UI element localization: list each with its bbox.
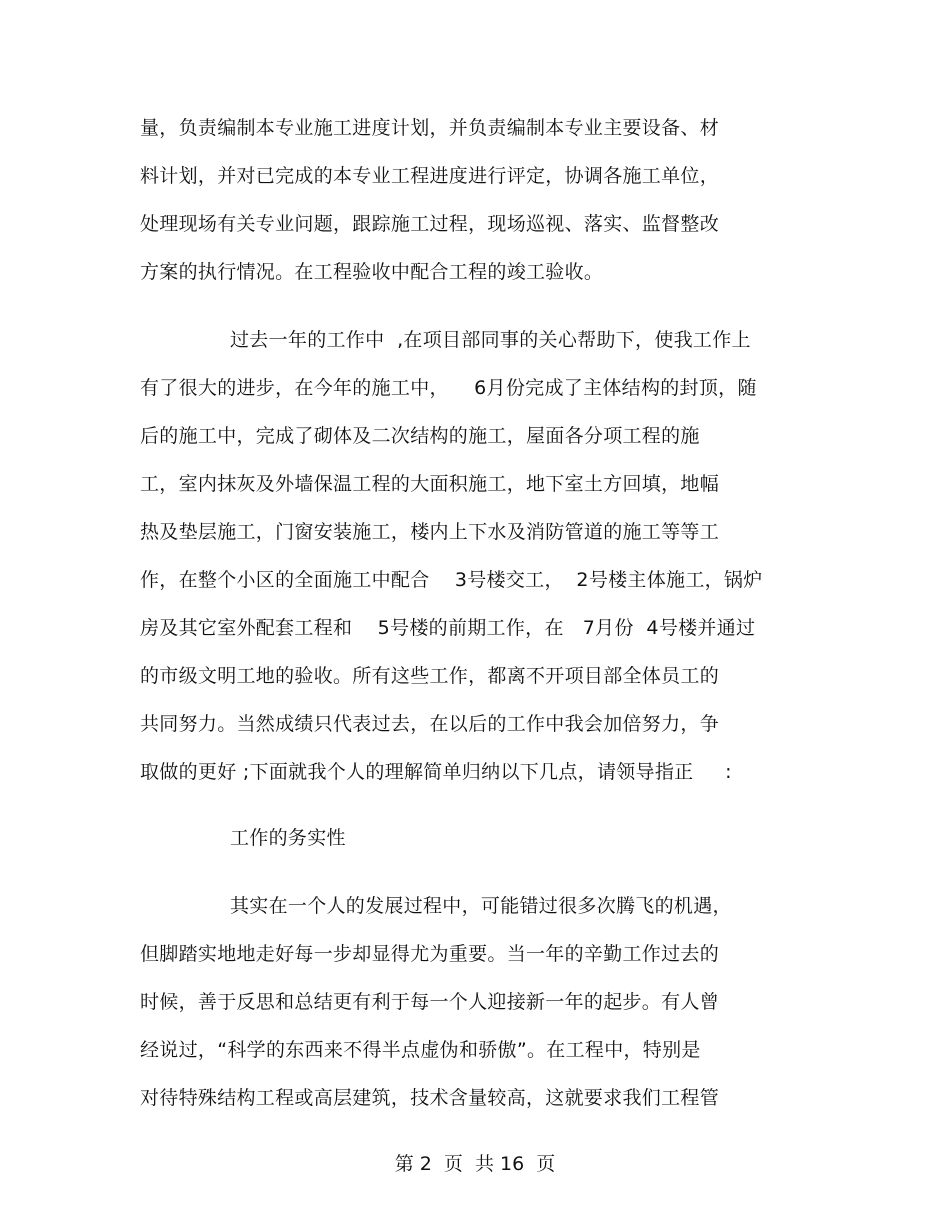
text-line: 有了很大的进步，在今年的施工中， 6月份完成了主体结构的封顶，随 bbox=[140, 377, 757, 399]
text-line: 取做的更好 ;下面就我个人的理解简单归纳以下几点，请领导指正 : bbox=[140, 761, 732, 783]
text-line: 的市级文明工地的验收。所有这些工作，都离不开项目部全体员工的 bbox=[140, 665, 720, 687]
section-heading: 工作的务实性 bbox=[230, 827, 346, 849]
text-line: 对待特殊结构工程或高层建筑，技术含量较高，这就要求我们工程管 bbox=[140, 1087, 720, 1109]
text-line: 量，负责编制本专业施工进度计划，并负责编制本专业主要设备、材 bbox=[140, 117, 720, 139]
text-line: 料计划，并对已完成的本专业工程进度进行评定，协调各施工单位， bbox=[140, 165, 720, 187]
text-line: 方案的执行情况。在工程验收中配合工程的竣工验收。 bbox=[140, 261, 604, 283]
text-line: 处理现场有关专业问题，跟踪施工过程，现场巡视、落实、监督整改 bbox=[140, 213, 720, 235]
page-number-footer: 第 2 页 共 16 页 bbox=[394, 1153, 556, 1175]
text-line: 其实在一个人的发展过程中，可能错过很多次腾飞的机遇， bbox=[230, 895, 732, 917]
text-line: 经说过，“科学的东西来不得半点虚伪和骄傲”。在工程中，特别是 bbox=[140, 1039, 701, 1061]
text-line: 房及其它室外配套工程和 5号楼的前期工作，在 7月份 4号楼并通过 bbox=[140, 617, 756, 639]
text-line: 热及垫层施工，门窗安装施工，楼内上下水及消防管道的施工等等工 bbox=[140, 521, 720, 543]
text-line: 时候，善于反思和总结更有利于每一个人迎接新一年的起步。有人曾 bbox=[140, 991, 720, 1013]
text-line: 共同努力。当然成绩只代表过去，在以后的工作中我会加倍努力，争 bbox=[140, 713, 720, 735]
text-line: 但脚踏实地地走好每一步却显得尤为重要。当一年的辛勤工作过去的 bbox=[140, 943, 720, 965]
text-line: 工，室内抹灰及外墙保温工程的大面积施工，地下室土方回填，地幅 bbox=[140, 473, 720, 495]
text-line: 作，在整个小区的全面施工中配合 3号楼交工， 2号楼主体施工，锅炉 bbox=[140, 569, 763, 591]
text-line: 后的施工中，完成了砌体及二次结构的施工，屋面各分项工程的施 bbox=[140, 425, 700, 447]
text-line: 过去一年的工作中 ,在项目部同事的关心帮助下，使我工作上 bbox=[230, 329, 751, 351]
